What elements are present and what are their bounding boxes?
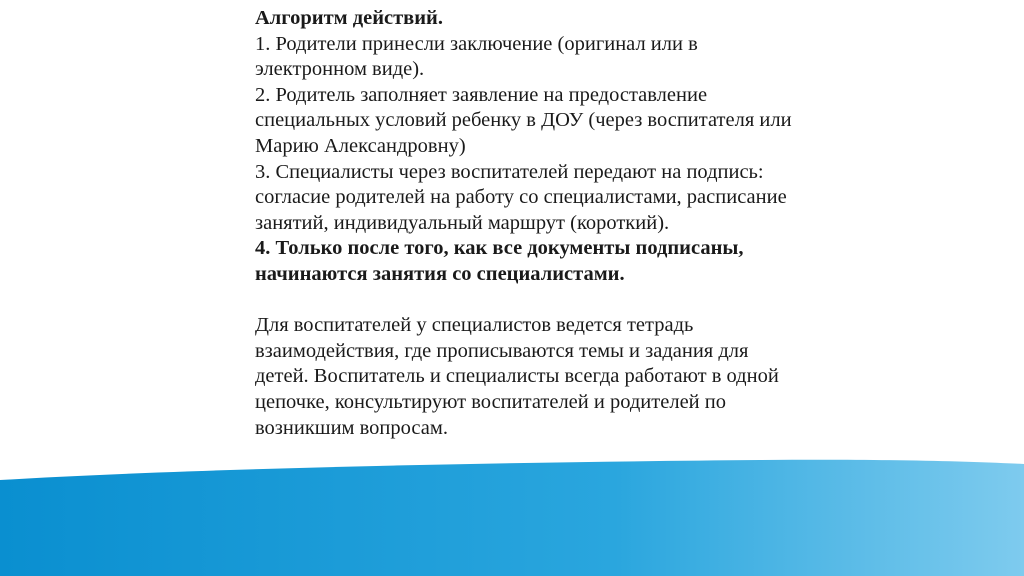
paragraph-line-2: взаимодействия, где прописываются темы и задания для: [255, 339, 749, 362]
step-1-line-1: 1. Родители принесли заключение (оригинал или в: [255, 32, 698, 55]
heading: Алгоритм действий.: [255, 7, 443, 29]
step-3-line-2: согласие родителей на работу со специалистами, расписание: [255, 186, 787, 209]
paragraph-spacer: [255, 288, 895, 314]
wave-shape: [0, 460, 1024, 576]
step-4-line-2: начинаются занятия со специалистами.: [255, 262, 625, 285]
paragraph-line-3: детей. Воспитатель и специалисты всегда работают в одной: [255, 365, 779, 388]
step-2-line-2: специальных условий ребенку в ДОУ (через воспитателя или: [255, 109, 792, 132]
paragraph-line-4: цепочке, консультируют воспитателей и родителей по: [255, 390, 726, 413]
step-2-line-1: 2. Родитель заполняет заявление на предоставление: [255, 83, 708, 106]
step-2-line-3: Марию Александровну): [255, 134, 466, 157]
paragraph-line-5: возникшим вопросам.: [255, 416, 448, 439]
step-4-line-1: 4. Только после того, как все документы подписаны,: [255, 237, 744, 260]
step-3-line-3: занятий, индивидуальный маршрут (короткий).: [255, 211, 670, 234]
decorative-wave-footer: [0, 440, 1024, 576]
step-1-line-2: электронном виде).: [255, 58, 425, 81]
paragraph-line-1: Для воспитателей у специалистов ведется тетрадь: [255, 314, 694, 337]
step-3-line-1: 3. Специалисты через воспитателей передают на подпись:: [255, 160, 764, 183]
slide-text-block: [255, 6, 895, 441]
